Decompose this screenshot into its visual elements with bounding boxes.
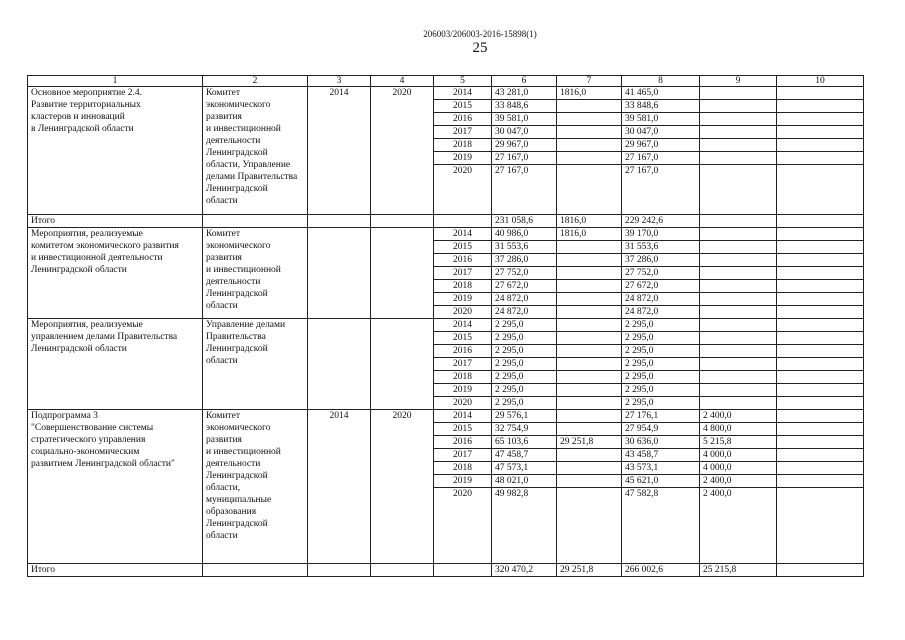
col10-cell xyxy=(777,436,864,449)
col8-cell: 27 167,0 xyxy=(622,152,700,165)
col8-cell: 31 553,6 xyxy=(622,241,700,254)
total-cell: 2 295,0 xyxy=(492,384,557,397)
col7-cell xyxy=(557,423,622,436)
col10-cell xyxy=(777,410,864,423)
total-cell: 2 295,0 xyxy=(492,358,557,371)
start-year xyxy=(308,319,371,410)
col9-cell xyxy=(700,254,777,267)
total-cell: 33 848,6 xyxy=(492,100,557,113)
col8-cell: 30 636,0 xyxy=(622,436,700,449)
col10-cell xyxy=(777,423,864,436)
col10-cell xyxy=(777,306,864,319)
executor: Комитет экономического развития и инвестиционной деятельности Ленинградской области, Управление делами Правительства Ленинградской области xyxy=(203,87,308,215)
year-cell: 2015 xyxy=(434,241,492,254)
col7-cell: 29 251,8 xyxy=(557,436,622,449)
totals-col7: 1816,0 xyxy=(557,215,622,228)
activity-name: Мероприятия, реализуемые управлением делами Правительства Ленинградской области xyxy=(28,319,203,410)
col9-cell xyxy=(700,152,777,165)
col10-cell xyxy=(777,345,864,358)
totals-label: Итого xyxy=(28,215,203,228)
year-cell: 2018 xyxy=(434,462,492,475)
col7-cell xyxy=(557,293,622,306)
budget-table xyxy=(27,75,864,577)
col8-cell: 24 872,0 xyxy=(622,306,700,319)
total-cell: 37 286,0 xyxy=(492,254,557,267)
table-row xyxy=(28,87,864,100)
year-cell: 2019 xyxy=(434,475,492,488)
col9-cell: 2 400,0 xyxy=(700,410,777,423)
col10-cell xyxy=(777,488,864,564)
year-cell: 2014 xyxy=(434,87,492,100)
end-year: 2020 xyxy=(371,410,434,564)
year-cell: 2017 xyxy=(434,267,492,280)
col10-cell xyxy=(777,228,864,241)
col8-cell: 2 295,0 xyxy=(622,358,700,371)
col10-cell xyxy=(777,384,864,397)
start-year xyxy=(308,228,371,319)
col9-cell xyxy=(700,113,777,126)
col7-cell xyxy=(557,139,622,152)
total-cell: 47 573,1 xyxy=(492,462,557,475)
empty-cell xyxy=(434,215,492,228)
col8-cell: 43 573,1 xyxy=(622,462,700,475)
col8-cell: 2 295,0 xyxy=(622,384,700,397)
activity-name: Подпрограмма 3 "Совершенствование системы стратегического управления социально-экономическим развитием Ленинградской области" xyxy=(28,410,203,564)
col10-cell xyxy=(777,100,864,113)
col7-cell xyxy=(557,462,622,475)
activity-name: Мероприятия, реализуемые комитетом экономического развития и инвестиционной деятельности Ленинградской области xyxy=(28,228,203,319)
col9-cell xyxy=(700,267,777,280)
col7-cell xyxy=(557,126,622,139)
column-header: 2 xyxy=(203,76,308,87)
year-cell: 2018 xyxy=(434,139,492,152)
year-cell: 2019 xyxy=(434,293,492,306)
totals-row xyxy=(28,564,864,577)
year-cell: 2019 xyxy=(434,384,492,397)
empty-cell xyxy=(371,215,434,228)
col8-cell: 41 465,0 xyxy=(622,87,700,100)
empty-cell xyxy=(308,564,371,577)
col7-cell xyxy=(557,488,622,564)
year-cell: 2014 xyxy=(434,319,492,332)
col9-cell xyxy=(700,139,777,152)
col9-cell xyxy=(700,165,777,215)
col9-cell xyxy=(700,87,777,100)
total-cell: 2 295,0 xyxy=(492,319,557,332)
col8-cell: 30 047,0 xyxy=(622,126,700,139)
col9-cell xyxy=(700,126,777,139)
empty-cell xyxy=(777,564,864,577)
totals-col9: 25 215,8 xyxy=(700,564,777,577)
empty-cell xyxy=(308,215,371,228)
year-cell: 2016 xyxy=(434,254,492,267)
year-cell: 2016 xyxy=(434,345,492,358)
col8-cell: 47 582,8 xyxy=(622,488,700,564)
total-cell: 27 672,0 xyxy=(492,280,557,293)
col10-cell xyxy=(777,139,864,152)
total-cell: 48 021,0 xyxy=(492,475,557,488)
col8-cell: 27 752,0 xyxy=(622,267,700,280)
col10-cell xyxy=(777,449,864,462)
column-header: 7 xyxy=(557,76,622,87)
col8-cell: 27 167,0 xyxy=(622,165,700,215)
col7-cell xyxy=(557,306,622,319)
col10-cell xyxy=(777,475,864,488)
col7-cell xyxy=(557,332,622,345)
end-year: 2020 xyxy=(371,87,434,215)
year-cell: 2015 xyxy=(434,332,492,345)
empty-cell xyxy=(777,215,864,228)
totals-col7: 29 251,8 xyxy=(557,564,622,577)
total-cell: 2 295,0 xyxy=(492,397,557,410)
empty-cell xyxy=(203,215,308,228)
column-header-row xyxy=(28,76,864,87)
total-cell: 65 103,6 xyxy=(492,436,557,449)
year-cell: 2019 xyxy=(434,152,492,165)
column-header: 3 xyxy=(308,76,371,87)
col7-cell xyxy=(557,100,622,113)
col9-cell xyxy=(700,293,777,306)
col8-cell: 45 621,0 xyxy=(622,475,700,488)
total-cell: 24 872,0 xyxy=(492,306,557,319)
col7-cell xyxy=(557,345,622,358)
col10-cell xyxy=(777,126,864,139)
col9-cell xyxy=(700,397,777,410)
total-cell: 43 281,0 xyxy=(492,87,557,100)
col7-cell xyxy=(557,410,622,423)
col8-cell: 43 458,7 xyxy=(622,449,700,462)
total-cell: 2 295,0 xyxy=(492,345,557,358)
col7-cell xyxy=(557,152,622,165)
table-row xyxy=(28,319,864,332)
column-header: 9 xyxy=(700,76,777,87)
year-cell: 2017 xyxy=(434,126,492,139)
start-year: 2014 xyxy=(308,410,371,564)
year-cell: 2020 xyxy=(434,488,492,564)
total-cell: 27 167,0 xyxy=(492,152,557,165)
year-cell: 2016 xyxy=(434,113,492,126)
col9-cell xyxy=(700,371,777,384)
totals-total: 231 058,6 xyxy=(492,215,557,228)
page-number: 25 xyxy=(472,40,488,56)
totals-row xyxy=(28,215,864,228)
year-cell: 2017 xyxy=(434,449,492,462)
col8-cell: 24 872,0 xyxy=(622,293,700,306)
col10-cell xyxy=(777,358,864,371)
year-cell: 2014 xyxy=(434,410,492,423)
year-cell: 2020 xyxy=(434,397,492,410)
col8-cell: 2 295,0 xyxy=(622,371,700,384)
total-cell: 29 967,0 xyxy=(492,139,557,152)
executor: Комитет экономического развития и инвестиционной деятельности Ленинградской области xyxy=(203,228,308,319)
col10-cell xyxy=(777,332,864,345)
col9-cell: 2 400,0 xyxy=(700,475,777,488)
totals-col9 xyxy=(700,215,777,228)
col9-cell: 4 800,0 xyxy=(700,423,777,436)
col7-cell xyxy=(557,267,622,280)
total-cell: 32 754,9 xyxy=(492,423,557,436)
total-cell: 2 295,0 xyxy=(492,371,557,384)
col7-cell xyxy=(557,475,622,488)
year-cell: 2020 xyxy=(434,165,492,215)
col7-cell xyxy=(557,397,622,410)
col10-cell xyxy=(777,241,864,254)
end-year xyxy=(371,319,434,410)
totals-label: Итого xyxy=(28,564,203,577)
year-cell: 2016 xyxy=(434,436,492,449)
col9-cell xyxy=(700,280,777,293)
col8-cell: 2 295,0 xyxy=(622,332,700,345)
col8-cell: 27 954,9 xyxy=(622,423,700,436)
col9-cell xyxy=(700,241,777,254)
col10-cell xyxy=(777,462,864,475)
col7-cell xyxy=(557,319,622,332)
column-header: 6 xyxy=(492,76,557,87)
col8-cell: 37 286,0 xyxy=(622,254,700,267)
year-cell: 2020 xyxy=(434,306,492,319)
col8-cell: 39 170,0 xyxy=(622,228,700,241)
empty-cell xyxy=(203,564,308,577)
col7-cell xyxy=(557,113,622,126)
total-cell: 49 982,8 xyxy=(492,488,557,564)
empty-cell xyxy=(434,564,492,577)
col9-cell xyxy=(700,100,777,113)
col7-cell xyxy=(557,371,622,384)
col8-cell: 2 295,0 xyxy=(622,397,700,410)
col10-cell xyxy=(777,267,864,280)
col7-cell xyxy=(557,254,622,267)
column-header: 8 xyxy=(622,76,700,87)
col9-cell xyxy=(700,332,777,345)
col9-cell xyxy=(700,384,777,397)
col7-cell: 1816,0 xyxy=(557,228,622,241)
col7-cell xyxy=(557,449,622,462)
totals-total: 320 470,2 xyxy=(492,564,557,577)
table-row xyxy=(28,410,864,423)
col9-cell xyxy=(700,358,777,371)
col9-cell xyxy=(700,306,777,319)
col7-cell xyxy=(557,358,622,371)
column-header: 1 xyxy=(28,76,203,87)
empty-cell xyxy=(371,564,434,577)
col9-cell: 4 000,0 xyxy=(700,462,777,475)
column-header: 5 xyxy=(434,76,492,87)
col10-cell xyxy=(777,319,864,332)
start-year: 2014 xyxy=(308,87,371,215)
total-cell: 47 458,7 xyxy=(492,449,557,462)
col8-cell: 29 967,0 xyxy=(622,139,700,152)
year-cell: 2018 xyxy=(434,371,492,384)
col9-cell xyxy=(700,345,777,358)
year-cell: 2014 xyxy=(434,228,492,241)
table-row xyxy=(28,228,864,241)
activity-name: Основное мероприятие 2.4. Развитие территориальных кластеров и инноваций в Ленинградской области xyxy=(28,87,203,215)
col10-cell xyxy=(777,165,864,215)
total-cell: 2 295,0 xyxy=(492,332,557,345)
total-cell: 24 872,0 xyxy=(492,293,557,306)
col10-cell xyxy=(777,87,864,100)
col7-cell xyxy=(557,384,622,397)
year-cell: 2015 xyxy=(434,100,492,113)
year-cell: 2015 xyxy=(434,423,492,436)
col8-cell: 39 581,0 xyxy=(622,113,700,126)
col8-cell: 33 848,6 xyxy=(622,100,700,113)
totals-col8: 266 002,6 xyxy=(622,564,700,577)
col8-cell: 2 295,0 xyxy=(622,345,700,358)
col7-cell xyxy=(557,165,622,215)
col8-cell: 27 176,1 xyxy=(622,410,700,423)
col10-cell xyxy=(777,254,864,267)
executor: Управление делами Правительства Ленинградской области xyxy=(203,319,308,410)
total-cell: 30 047,0 xyxy=(492,126,557,139)
col8-cell: 2 295,0 xyxy=(622,319,700,332)
col9-cell xyxy=(700,228,777,241)
executor: Комитет экономического развития и инвестиционной деятельности Ленинградской области, муниципальные образования Ленинградской области xyxy=(203,410,308,564)
col9-cell: 5 215,8 xyxy=(700,436,777,449)
year-cell: 2018 xyxy=(434,280,492,293)
col10-cell xyxy=(777,371,864,384)
col7-cell xyxy=(557,241,622,254)
col10-cell xyxy=(777,397,864,410)
end-year xyxy=(371,228,434,319)
col9-cell xyxy=(700,319,777,332)
col10-cell xyxy=(777,280,864,293)
document-number: 206003/206003-2016-15898(1) xyxy=(423,29,537,39)
col10-cell xyxy=(777,152,864,165)
col8-cell: 27 672,0 xyxy=(622,280,700,293)
column-header: 4 xyxy=(371,76,434,87)
col7-cell: 1816,0 xyxy=(557,87,622,100)
year-cell: 2017 xyxy=(434,358,492,371)
total-cell: 39 581,0 xyxy=(492,113,557,126)
col7-cell xyxy=(557,280,622,293)
col10-cell xyxy=(777,113,864,126)
col10-cell xyxy=(777,293,864,306)
column-header: 10 xyxy=(777,76,864,87)
total-cell: 27 167,0 xyxy=(492,165,557,215)
total-cell: 27 752,0 xyxy=(492,267,557,280)
total-cell: 31 553,6 xyxy=(492,241,557,254)
col9-cell: 4 000,0 xyxy=(700,449,777,462)
totals-col8: 229 242,6 xyxy=(622,215,700,228)
total-cell: 29 576,1 xyxy=(492,410,557,423)
col9-cell: 2 400,0 xyxy=(700,488,777,564)
total-cell: 40 986,0 xyxy=(492,228,557,241)
